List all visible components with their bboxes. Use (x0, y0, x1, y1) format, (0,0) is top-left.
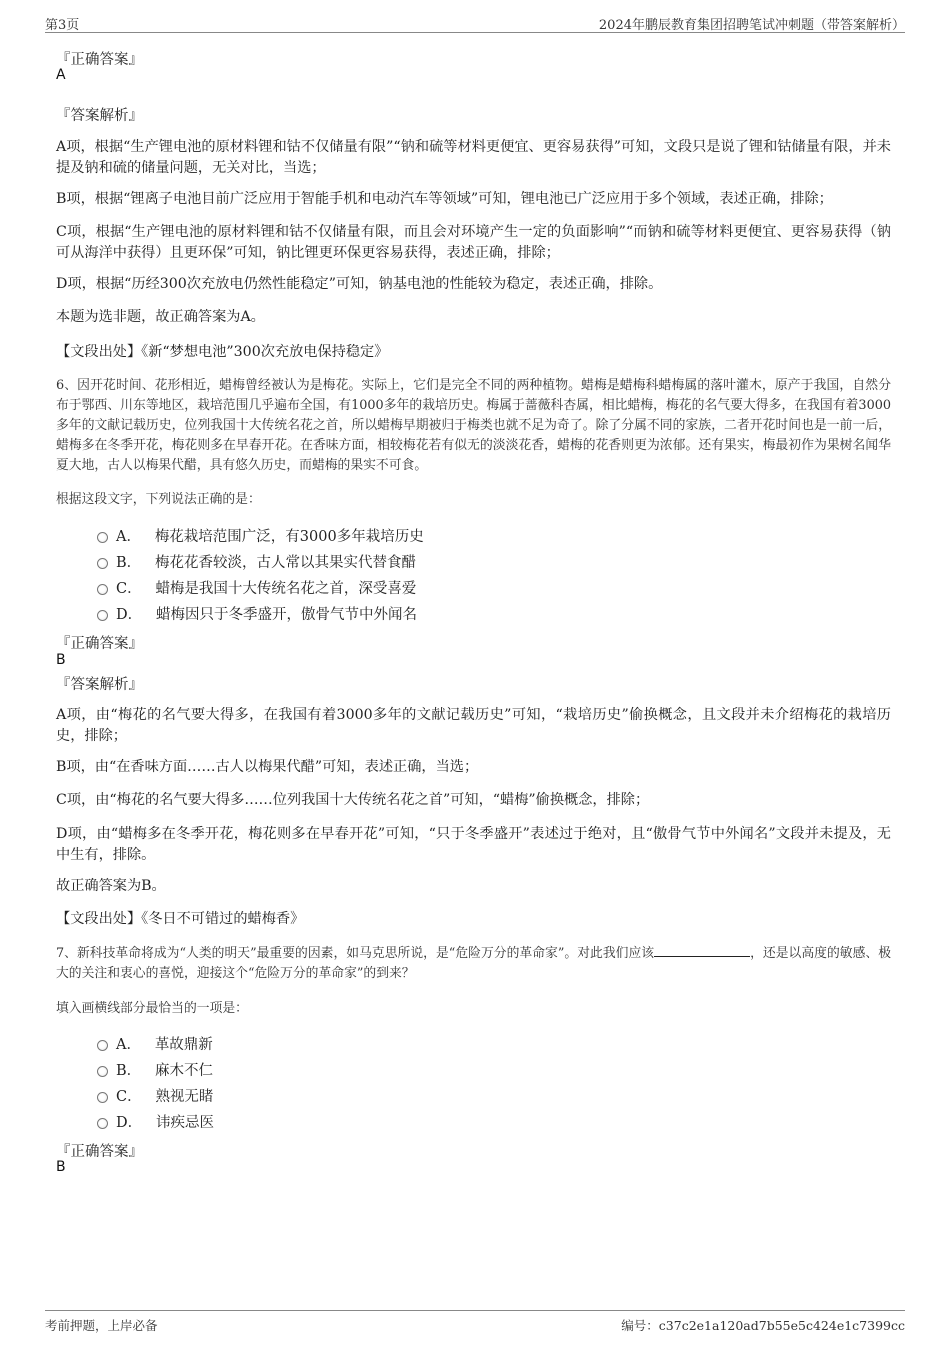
analysis-label: 『答案解析』 (56, 108, 143, 124)
analysis-item-b: B项，由“在香味方面……古人以梅果代醋”可知，表述正确，当选； (56, 759, 479, 775)
analysis-item-d: D项，由“蜡梅多在冬季开花，梅花则多在早春开花”可知，“只于冬季盛开”表述过于绝对，且“傲骨气节中外闻名”文段并未提及，无中生有，排除。 (56, 826, 891, 863)
q7-option-b[interactable]: B． 麻木不仁 (97, 1059, 213, 1080)
fill-in-blank (654, 944, 750, 957)
radio-icon[interactable] (97, 532, 108, 543)
correct-answer-label: 『正确答案』 (56, 636, 143, 652)
q6-option-a[interactable]: A． 梅花栽培范围广泛，有3000多年栽培历史 (97, 525, 424, 546)
q7-option-c[interactable]: C． 熟视无睹 (97, 1085, 213, 1106)
correct-answer-label: 『正确答案』 (56, 52, 143, 68)
source: 【文段出处】《冬日不可错过的蜡梅香》 (56, 911, 305, 927)
conclusion: 本题为选非题，故正确答案为A。 (56, 309, 265, 325)
analysis-item-d: D项，根据“历经300次充放电仍然性能稳定”可知，钠基电池的性能较为稳定，表述正确，排除。 (56, 276, 663, 292)
q7-option-d[interactable]: D． 讳疾忌医 (97, 1111, 214, 1132)
footer-slogan: 考前押题，上岸必备 (45, 1318, 158, 1333)
radio-icon[interactable] (97, 584, 108, 595)
radio-icon[interactable] (97, 610, 108, 621)
correct-answer-value: B (56, 652, 66, 668)
question-6-text: 6、因开花时间、花形相近，蜡梅曾经被认为是梅花。实际上，它们是完全不同的两种植物。蜡梅是蜡梅科蜡梅属的落叶灌木，原产于我国，自然分布于鄂西、川东等地区，栽培范围几乎遍布全国，有1000多年的栽培历史。梅属于蔷薇科杏属，相比蜡梅，梅花的名气要大得多，在我国有着3000多年的文献记载历史，位列我国十大传统名花之首，所以蜡梅早期被归于梅类也就不足为奇了。除了分属不同的家族，二者开花时间也是一前一后，蜡梅多在冬季开花，梅花则多在早春开花。在香味方面，相较梅花若有似无的淡淡花香，蜡梅的花香则更为浓郁。还有果实，梅最初作为果树名闻华夏大地，古人以梅果代醋，具有悠久历史，而蜡梅的果实不可食。 (56, 378, 891, 473)
analysis-item-c: C项，由“梅花的名气要大得多……位列我国十大传统名花之首”可知，“蜡梅”偷换概念，排除； (56, 792, 650, 808)
analysis-item-a: A项，由“梅花的名气要大得多，在我国有着3000多年的文献记载历史”可知，“栽培历史”偷换概念，且文段并未介绍梅花的栽培历史，排除； (56, 707, 891, 744)
document-title: 2024年鹏辰教育集团招聘笔试冲刺题（带答案解析） (598, 18, 905, 33)
question-7-text: 7、新科技革命将成为“人类的明天”最重要的因素，如马克思所说，是“危险万分的革命家”。对此我们应该 ，还是以高度的敏感、极大的关注和衷心的喜悦，迎接这个“危险万分的革命家”的到来？ (56, 946, 892, 981)
source: 【文段出处】《新“梦想电池”300次充放电保持稳定》 (56, 344, 389, 360)
radio-icon[interactable] (97, 1040, 108, 1051)
analysis-item-b: B项，根据“锂离子电池目前广泛应用于智能手机和电动汽车等领域”可知，锂电池已广泛应用于多个领域，表述正确，排除； (56, 191, 833, 207)
document-id: 编号：c37c2e1a120ad7b55e5c424e1c7399cc (621, 1318, 905, 1333)
q6-option-c[interactable]: C． 蜡梅是我国十大传统名花之首，深受喜爱 (97, 577, 416, 598)
analysis-item-c: C项，根据“生产锂电池的原材料锂和钴不仅储量有限，而且会对环境产生一定的负面影响”“而钠和硫等材料更便宜、更容易获得（钠可从海洋中获得）且更环保”可知，钠比锂更环保更容易获得，表述正确，排除； (56, 224, 891, 261)
analysis-item-a: A项，根据“生产锂电池的原材料锂和钴不仅储量有限”“钠和硫等材料更便宜、更容易获得”可知，文段只是说了锂和钴储量有限，并未提及钠和硫的储量问题，无关对比，当选； (56, 139, 891, 176)
correct-answer-value: B (56, 1159, 66, 1175)
radio-icon[interactable] (97, 558, 108, 569)
page-number: 第3页 (45, 18, 80, 33)
correct-answer-label: 『正确答案』 (56, 1144, 143, 1160)
page-header (45, 12, 905, 33)
correct-answer-value: A (56, 67, 66, 83)
q6-option-b[interactable]: B． 梅花花香较淡，古人常以其果实代替食醋 (97, 551, 416, 572)
question-6-prompt: 根据这段文字，下列说法正确的是： (56, 492, 261, 507)
radio-icon[interactable] (97, 1066, 108, 1077)
question-7-prompt: 填入画横线部分最恰当的一项是： (56, 1001, 248, 1016)
analysis-label: 『答案解析』 (56, 677, 143, 693)
radio-icon[interactable] (97, 1118, 108, 1129)
conclusion: 故正确答案为B。 (56, 878, 166, 894)
page-footer (45, 1310, 905, 1335)
radio-icon[interactable] (97, 1092, 108, 1103)
q7-option-a[interactable]: A． 革故鼎新 (97, 1033, 213, 1054)
q6-option-d[interactable]: D． 蜡梅因只于冬季盛开，傲骨气节中外闻名 (97, 603, 417, 624)
